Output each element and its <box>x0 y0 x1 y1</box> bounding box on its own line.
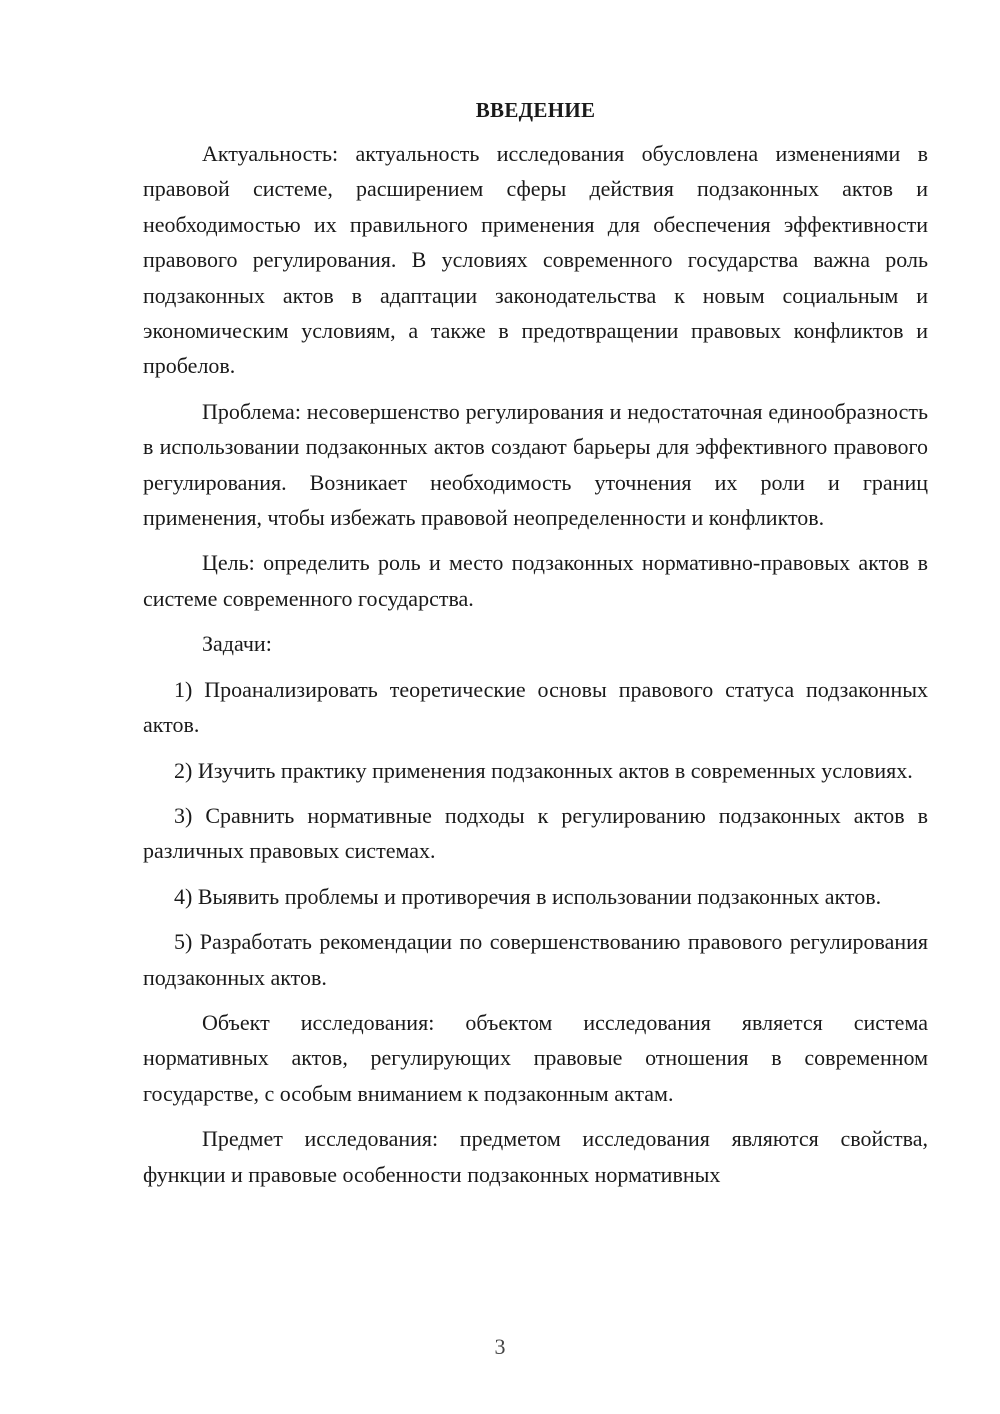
paragraph-relevance: Актуальность: актуальность исследования обусловлена изменениями в правовой системе, расширением сферы действия подзаконных актов и необходимостью их правильного применения для обеспечения эффективности правового регулирования. В условиях современного государства важна роль подзаконных актов в адаптации законодательства к новым социальным и экономическим условиям, а также в предотвращении правовых конфликтов и пробелов. <box>143 141 928 379</box>
task-item-5: 5) Разработать рекомендации по совершенствованию правового регулирования подзаконных актов. <box>143 929 928 990</box>
paragraph-problem: Проблема: несовершенство регулирования и недостаточная единообразность в использовании подзаконных актов создают барьеры для эффективного правового регулирования. Возникает необходимость уточнения их роли и границ применения, чтобы избежать правовой неопределенности и конфликтов. <box>143 398 928 531</box>
task-item-2: 2) Изучить практику применения подзаконных актов в современных условиях. <box>174 757 913 783</box>
page-number: 3 <box>494 1334 506 1359</box>
page-content <box>143 96 928 1192</box>
tasks-label: Задачи: <box>202 631 272 657</box>
task-item-1: 1) Проанализировать теоретические основы правового статуса подзаконных актов. <box>143 676 928 738</box>
section-heading: ВВЕДЕНИЕ <box>475 98 596 122</box>
paragraph-goal: Цель: определить роль и место подзаконных нормативно-правовых актов в системе современного государства. <box>143 550 928 611</box>
task-item-3: 3) Сравнить нормативные подходы к регулированию подзаконных актов в различных правовых системах. <box>143 802 928 864</box>
paragraph-subject: Предмет исследования: предметом исследования являются свойства, функции и правовые особенности подзаконных нормативных <box>143 1126 928 1187</box>
paragraph-object: Объект исследования: объектом исследования является система нормативных актов, регулирующих правовые отношения в современном государстве, с особым вниманием к подзаконным актам. <box>143 1009 928 1106</box>
task-item-4: 4) Выявить проблемы и противоречия в использовании подзаконных актов. <box>174 883 882 909</box>
